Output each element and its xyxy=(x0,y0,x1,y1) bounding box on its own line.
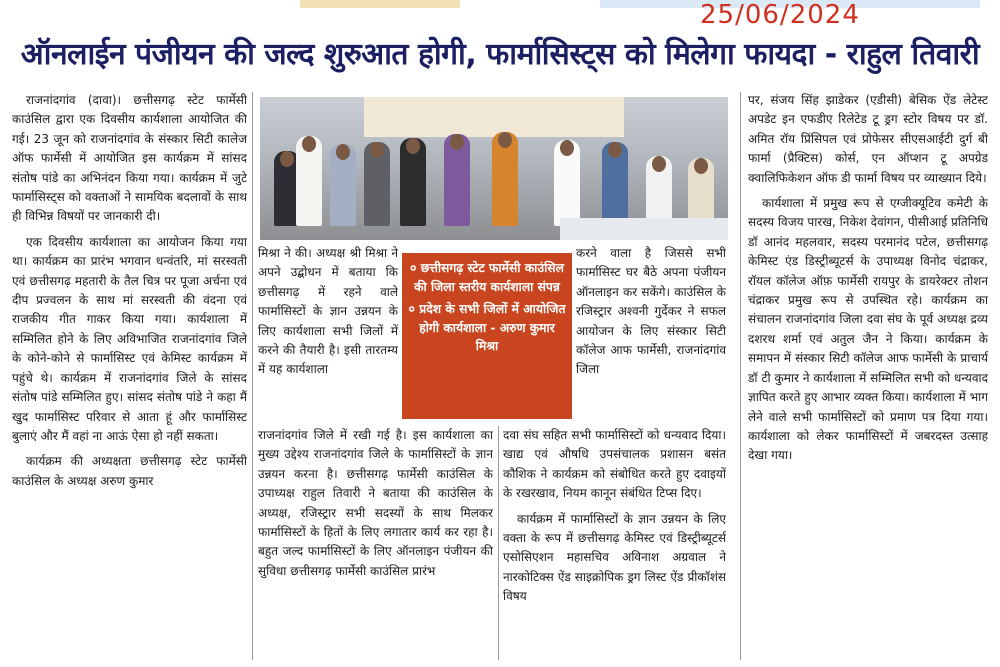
col1-paragraph-1: राजनांदगांव (दावा)। छत्तीसगढ़ स्टेट फार्मेसी काउंसिल द्वारा एक दिवसीय कार्यशाला आयोजित की गई। 23 जून को राजनांदगांव के संस्कार सिटी कालेज ऑफ फार्मेसी में आयोजित इस कार्यक्रम में सांसद संतोष पांडे का अभिनंदन किया गया। कार्यक्रम में जुटे फार्मासिस्ट्स को वक्ताओं ने सामयिक बदलावों के साथ ही विभिन्न विषयों पर जानकारी दी। xyxy=(12,93,247,224)
col3-paragraph-1: दवा संघ सहित सभी फार्मासिस्टों को धन्यवाद दिया। खाद्य एवं औषधि उपसंचालक प्रशासन बसंत कौशिक ने कार्यक्रम को संबोधित करते हुए दवाइयों के रखरखाव, नियम कानून संबंधित टिप्स दिए। xyxy=(503,428,726,501)
callout-line-1: ० छत्तीसगढ़ स्टेट फार्मेसी काउंसिल की जिला स्तरीय कार्यशाला संपन्न xyxy=(410,261,564,294)
photo-head xyxy=(450,134,464,150)
headline: ऑनलाईन पंजीयन की जल्द शुरुआत होगी, फार्मासिस्ट्स को मिलेगा फायदा - राहुल तिवारी xyxy=(20,37,980,72)
photo-banner xyxy=(364,97,624,137)
photo-head xyxy=(498,132,512,148)
col1-paragraph-3: कार्यक्रम की अध्यक्षता छत्तीसगढ़ स्टेट फार्मेसी काउंसिल के अध्यक्ष अरुण कुमार xyxy=(12,454,247,488)
article-column-4 xyxy=(748,91,988,661)
top-strip-left xyxy=(300,0,460,8)
photo-head xyxy=(370,142,384,158)
callout-line-2: ० प्रदेश के सभी जिलों में आयोजित होगी कार्यशाला - अरुण कुमार मिश्रा xyxy=(408,302,566,353)
col3-paragraph-2: कार्यक्रम में फार्मासिस्टों के ज्ञान उन्नयन के लिए वक्ता के रूप में छत्तीसगढ़ केमिस्ट एवं डिस्ट्रीब्यूटर्स एसोसिएशन महासचिव अविनाश अग्रवाल ने नारकोटिक्स ऐंड साइक्रोपिक ड्रग लिस्ट ऐंड प्रीकॉशंस विषय xyxy=(503,511,726,604)
event-photo xyxy=(260,97,728,240)
column-divider xyxy=(498,426,499,660)
col4-paragraph-1: पर, संजय सिंह झाडेकर (एडीसी) बेसिक ऐंड लेटेस्ट अपडेट इन एफडीए रिलेटेड टू ड्रग स्टोर विषय पर डॉ. अमित रॉय प्रिंसिपल एवं प्रोफेसर सीएसआईटी दुर्ग बी फार्मा (प्रैक्टिस) कोर्स, एन ऑप्शन टू अपग्रेड क्वालिफिकेशन ऑफ डी फार्मा विषय पर व्याख्यान दिये। xyxy=(748,93,988,185)
photo-head xyxy=(652,156,666,172)
col2-paragraph-top: मिश्रा ने की। अध्यक्ष श्री मिश्रा ने अपने उद्बोधन में बताया कि छत्तीसगढ़ में रहने वाले फार्मासिस्टों के ज्ञान उन्नयन के लिए कार्यशाला सभी जिलों में करने की तैयारी है। इसी तारतम्य में यह कार्यशाला xyxy=(258,246,398,377)
col3-paragraph-top: करने वाला है जिससे सभी फार्मासिस्ट घर बैठे अपना पंजीयन ऑनलाइन कर सकेंगे। काउंसिल के रजिस्ट्रार अश्वनी गुर्देकर ने सफल आयोजन के लिए संस्कार सिटी कॉलेज आफ फार्मेसी, राजनांदगांव जिला xyxy=(576,246,726,377)
article-column-1 xyxy=(12,91,247,661)
photo-head xyxy=(608,142,622,158)
col2-paragraph-bottom: राजनांदगांव जिले में रखी गई है। इस कार्यशाला का मुख्य उद्देश्य राजनांदगांव जिले के फार्मासिस्टों के ज्ञान उन्नयन करना है। छत्तीसगढ़ फार्मेसी काउंसिल के उपाध्यक्ष राहुल तिवारी ने बताया की काउंसिल के अध्यक्ष, रजिस्ट्रार सभी सदस्यों के साथ मिलकर फार्मासिस्टों के हितों के लिए लगातार कार्य कर रहा है। बहुत जल्द फार्मासिस्टों के लिए ऑनलाइन पंजीयन की सुविधा छत्तीसगढ़ फार्मेसी काउंसिल प्रारंभ xyxy=(258,428,493,578)
photo-head xyxy=(280,151,294,167)
photo-head xyxy=(560,140,574,156)
photo-head xyxy=(336,144,350,160)
col1-paragraph-2: एक दिवसीय कार्यशाला का आयोजन किया गया था। कार्यक्रम का प्रारंभ भगवान धन्वंतरि, मां सरस्वती एवं छत्तीसगढ़ महतारी के तैल चित्र पर पूजा अर्चना एवं दीप प्रज्वलन के साथ मां सरस्वती की वंदना एवं राजकीय गीत गाकर किया गया। कार्यशाला में सम्मिलित होने के लिए अविभाजित राजनांदगांव जिले के कोने-कोने से फार्मासिस्ट एवं केमिस्ट कार्यक्रम में पहुंचे थे। कार्यक्रम में राजनांदगांव जिले के सांसद संतोष पांडे सम्मिलित हुए। सांसद संतोष पांडे ने कहा मैं खुद फार्मासिस्ट परिवार से आता हूं और फार्मासिस्ट बुलाएं और मैं वहां ना आऊं ऐसा हो नहीं सकता। xyxy=(12,234,247,443)
photo-table xyxy=(560,218,728,240)
callout-box xyxy=(402,253,572,419)
column-divider xyxy=(252,92,253,660)
article-column-2-bottom xyxy=(258,426,493,661)
photo-head xyxy=(406,138,420,154)
article-column-3-top xyxy=(576,244,726,422)
column-divider xyxy=(740,92,741,660)
article-column-2-top xyxy=(258,244,398,422)
article-column-3-bottom xyxy=(503,426,726,661)
date-stamp: 25/06/2024 xyxy=(700,0,860,30)
col4-paragraph-2: कार्यशाला में प्रमुख रूप से एग्जीक्यूटिव कमेटी के सदस्य विजय पारख, निकेश देवांगन, पीसीआई प्रतिनिधि डॉ आनंद महलवार, सदस्य परमानंद पटेल, छत्तीसगढ़ केमिस्ट एंड डिस्ट्रीब्यूटर्स के उपाध्यक्ष विनोद चंद्राकर, रॉयल कॉलेज ऑफ़ फार्मेसी रायपुर के डायरेक्टर तोशन चंद्राकर प्रमुख रूप से उपस्थित रहे। कार्यक्रम का संचालन राजनांदगांव जिला दवा संघ के पूर्व अध्यक्ष द्रव्य दशरथ शर्मा एवं अतुल जैन ने किया। कार्यक्रम के समापन में संस्कार सिटी कॉलेज आफ फार्मेसी के प्राचार्य डॉ टी कुमार ने कार्यशाला में सम्मिलित सभी को धन्यवाद ज्ञापित करते हुए आभार व्यक्त किया। कार्यशाला में भाग लेने वाले सभी फार्मासिस्टों को प्रमाण पत्र दिया गया। कार्यशाला को लेकर फार्मासिस्टों में जबरदस्त उत्साह देखा गया। xyxy=(748,196,988,463)
photo-head xyxy=(302,136,316,152)
photo-head xyxy=(694,158,708,174)
